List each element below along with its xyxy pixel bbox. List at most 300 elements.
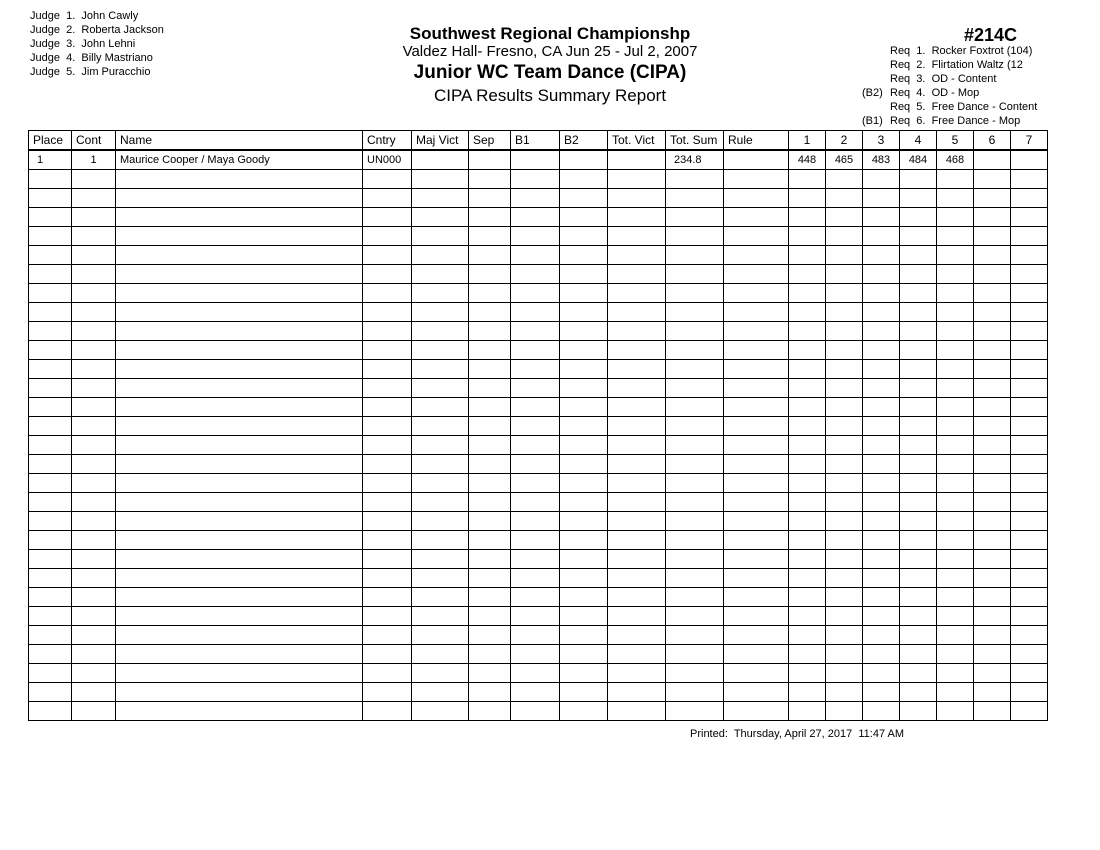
empty-cell xyxy=(666,493,724,512)
table-row-empty xyxy=(29,474,1048,493)
empty-cell xyxy=(863,607,900,626)
empty-cell xyxy=(724,550,789,569)
empty-cell xyxy=(724,341,789,360)
empty-cell xyxy=(469,303,511,322)
empty-cell xyxy=(863,265,900,284)
empty-cell xyxy=(29,398,72,417)
empty-cell xyxy=(29,569,72,588)
empty-cell xyxy=(608,664,666,683)
empty-cell xyxy=(72,227,116,246)
empty-cell xyxy=(937,284,974,303)
empty-cell xyxy=(29,360,72,379)
empty-cell xyxy=(511,189,560,208)
empty-cell xyxy=(937,512,974,531)
empty-cell xyxy=(974,474,1011,493)
empty-cell xyxy=(724,607,789,626)
empty-cell xyxy=(72,550,116,569)
empty-cell xyxy=(937,588,974,607)
empty-cell xyxy=(1011,379,1048,398)
empty-cell xyxy=(1011,227,1048,246)
empty-cell xyxy=(1011,588,1048,607)
empty-cell xyxy=(511,417,560,436)
empty-cell xyxy=(974,588,1011,607)
empty-cell xyxy=(72,683,116,702)
empty-cell xyxy=(511,303,560,322)
table-row-empty xyxy=(29,683,1048,702)
empty-cell xyxy=(974,170,1011,189)
col-judge-7: 7 xyxy=(1011,131,1048,151)
empty-cell xyxy=(666,645,724,664)
cell-judge-2: 465 xyxy=(826,150,863,170)
empty-cell xyxy=(116,683,363,702)
empty-cell xyxy=(724,246,789,265)
empty-cell xyxy=(511,341,560,360)
empty-cell xyxy=(116,417,363,436)
empty-cell xyxy=(412,417,469,436)
cell-judge-3: 483 xyxy=(863,150,900,170)
empty-cell xyxy=(116,322,363,341)
empty-cell xyxy=(900,550,937,569)
empty-cell xyxy=(116,474,363,493)
empty-cell xyxy=(789,550,826,569)
venue-dates: Valdez Hall- Fresno, CA Jun 25 - Jul 2, 2007 xyxy=(402,43,698,60)
empty-cell xyxy=(29,607,72,626)
empty-cell xyxy=(666,455,724,474)
empty-cell xyxy=(412,569,469,588)
empty-cell xyxy=(363,360,412,379)
empty-cell xyxy=(412,189,469,208)
cell-rule xyxy=(724,150,789,170)
empty-cell xyxy=(608,702,666,721)
empty-cell xyxy=(863,455,900,474)
table-row-empty xyxy=(29,436,1048,455)
empty-cell xyxy=(560,531,608,550)
empty-cell xyxy=(900,474,937,493)
empty-cell xyxy=(826,398,863,417)
requirement-2: Req 2. Flirtation Waltz (12 xyxy=(890,59,1023,71)
empty-cell xyxy=(608,379,666,398)
empty-cell xyxy=(511,227,560,246)
empty-cell xyxy=(724,189,789,208)
col-b2: B2 xyxy=(560,131,608,151)
results-table xyxy=(28,130,1048,721)
empty-cell xyxy=(511,474,560,493)
empty-cell xyxy=(789,227,826,246)
empty-cell xyxy=(72,626,116,645)
empty-cell xyxy=(826,436,863,455)
empty-cell xyxy=(412,436,469,455)
empty-cell xyxy=(469,664,511,683)
empty-cell xyxy=(608,170,666,189)
empty-cell xyxy=(363,170,412,189)
empty-cell xyxy=(116,664,363,683)
empty-cell xyxy=(1011,531,1048,550)
empty-cell xyxy=(363,265,412,284)
empty-cell xyxy=(608,531,666,550)
requirement-4: (B2) Req 4. OD - Mop xyxy=(862,87,980,99)
empty-cell xyxy=(608,284,666,303)
judge-2: Judge 2. Roberta Jackson xyxy=(30,24,164,36)
empty-cell xyxy=(511,550,560,569)
empty-cell xyxy=(974,284,1011,303)
empty-cell xyxy=(789,360,826,379)
empty-cell xyxy=(72,246,116,265)
table-row-empty xyxy=(29,246,1048,265)
empty-cell xyxy=(363,474,412,493)
empty-cell xyxy=(974,417,1011,436)
empty-cell xyxy=(511,683,560,702)
empty-cell xyxy=(29,322,72,341)
requirements-list xyxy=(862,44,1037,128)
empty-cell xyxy=(863,322,900,341)
empty-cell xyxy=(900,189,937,208)
empty-cell xyxy=(863,512,900,531)
empty-cell xyxy=(826,645,863,664)
empty-cell xyxy=(666,170,724,189)
empty-cell xyxy=(72,531,116,550)
empty-cell xyxy=(469,379,511,398)
empty-cell xyxy=(900,607,937,626)
empty-cell xyxy=(560,702,608,721)
empty-cell xyxy=(412,208,469,227)
empty-cell xyxy=(724,417,789,436)
empty-cell xyxy=(72,569,116,588)
empty-cell xyxy=(724,493,789,512)
empty-cell xyxy=(666,607,724,626)
empty-cell xyxy=(511,170,560,189)
empty-cell xyxy=(29,341,72,360)
empty-cell xyxy=(863,170,900,189)
empty-cell xyxy=(789,436,826,455)
empty-cell xyxy=(469,322,511,341)
table-row-empty xyxy=(29,493,1048,512)
empty-cell xyxy=(937,322,974,341)
empty-cell xyxy=(363,208,412,227)
empty-cell xyxy=(789,284,826,303)
empty-cell xyxy=(863,645,900,664)
empty-cell xyxy=(666,626,724,645)
empty-cell xyxy=(29,531,72,550)
empty-cell xyxy=(72,265,116,284)
event-title: Junior WC Team Dance (CIPA) xyxy=(413,62,687,83)
table-row-empty xyxy=(29,417,1048,436)
empty-cell xyxy=(1011,702,1048,721)
empty-cell xyxy=(560,607,608,626)
empty-cell xyxy=(29,664,72,683)
empty-cell xyxy=(666,702,724,721)
empty-cell xyxy=(116,569,363,588)
empty-cell xyxy=(116,436,363,455)
empty-cell xyxy=(974,626,1011,645)
empty-cell xyxy=(412,455,469,474)
cell-judge-5: 468 xyxy=(937,150,974,170)
empty-cell xyxy=(72,512,116,531)
empty-cell xyxy=(789,607,826,626)
empty-cell xyxy=(974,379,1011,398)
empty-cell xyxy=(1011,265,1048,284)
table-row-empty xyxy=(29,398,1048,417)
empty-cell xyxy=(789,531,826,550)
empty-cell xyxy=(900,645,937,664)
empty-cell xyxy=(1011,303,1048,322)
empty-cell xyxy=(469,436,511,455)
empty-cell xyxy=(937,664,974,683)
empty-cell xyxy=(1011,284,1048,303)
empty-cell xyxy=(789,569,826,588)
empty-cell xyxy=(116,379,363,398)
empty-cell xyxy=(469,550,511,569)
empty-cell xyxy=(1011,360,1048,379)
empty-cell xyxy=(900,683,937,702)
empty-cell xyxy=(1011,607,1048,626)
empty-cell xyxy=(116,550,363,569)
empty-cell xyxy=(412,702,469,721)
empty-cell xyxy=(469,702,511,721)
empty-cell xyxy=(900,170,937,189)
empty-cell xyxy=(974,265,1011,284)
empty-cell xyxy=(29,588,72,607)
empty-cell xyxy=(1011,436,1048,455)
empty-cell xyxy=(900,493,937,512)
table-row-empty xyxy=(29,227,1048,246)
empty-cell xyxy=(789,512,826,531)
empty-cell xyxy=(412,379,469,398)
empty-cell xyxy=(937,417,974,436)
empty-cell xyxy=(900,626,937,645)
empty-cell xyxy=(608,189,666,208)
table-row-empty xyxy=(29,626,1048,645)
empty-cell xyxy=(412,170,469,189)
empty-cell xyxy=(412,512,469,531)
empty-cell xyxy=(72,455,116,474)
empty-cell xyxy=(560,303,608,322)
empty-cell xyxy=(608,265,666,284)
empty-cell xyxy=(560,379,608,398)
empty-cell xyxy=(826,303,863,322)
empty-cell xyxy=(363,664,412,683)
empty-cell xyxy=(363,189,412,208)
empty-cell xyxy=(724,360,789,379)
empty-cell xyxy=(72,702,116,721)
empty-cell xyxy=(826,455,863,474)
empty-cell xyxy=(363,322,412,341)
empty-cell xyxy=(608,455,666,474)
empty-cell xyxy=(789,208,826,227)
empty-cell xyxy=(412,360,469,379)
empty-cell xyxy=(666,588,724,607)
empty-cell xyxy=(900,322,937,341)
requirement-5: Req 5. Free Dance - Content xyxy=(890,101,1038,113)
empty-cell xyxy=(412,607,469,626)
empty-cell xyxy=(1011,246,1048,265)
empty-cell xyxy=(469,170,511,189)
empty-cell xyxy=(72,284,116,303)
empty-cell xyxy=(469,341,511,360)
empty-cell xyxy=(29,436,72,455)
empty-cell xyxy=(469,360,511,379)
table-row-empty xyxy=(29,303,1048,322)
empty-cell xyxy=(826,360,863,379)
empty-cell xyxy=(116,626,363,645)
empty-cell xyxy=(363,607,412,626)
empty-cell xyxy=(724,569,789,588)
empty-cell xyxy=(900,512,937,531)
empty-cell xyxy=(116,246,363,265)
empty-cell xyxy=(826,607,863,626)
empty-cell xyxy=(29,512,72,531)
empty-cell xyxy=(900,341,937,360)
printed-timestamp: Printed: Thursday, April 27, 2017 11:47 AM xyxy=(690,728,905,740)
empty-cell xyxy=(724,512,789,531)
empty-cell xyxy=(937,436,974,455)
empty-cell xyxy=(469,265,511,284)
empty-cell xyxy=(560,284,608,303)
empty-cell xyxy=(116,227,363,246)
empty-cell xyxy=(666,512,724,531)
empty-cell xyxy=(412,227,469,246)
empty-cell xyxy=(900,284,937,303)
empty-cell xyxy=(72,341,116,360)
empty-cell xyxy=(560,322,608,341)
empty-cell xyxy=(363,227,412,246)
empty-cell xyxy=(469,645,511,664)
empty-cell xyxy=(560,341,608,360)
empty-cell xyxy=(363,702,412,721)
empty-cell xyxy=(789,398,826,417)
empty-cell xyxy=(1011,417,1048,436)
empty-cell xyxy=(789,645,826,664)
empty-cell xyxy=(29,455,72,474)
empty-cell xyxy=(608,569,666,588)
empty-cell xyxy=(608,645,666,664)
empty-cell xyxy=(900,398,937,417)
empty-cell xyxy=(363,341,412,360)
empty-cell xyxy=(72,588,116,607)
empty-cell xyxy=(724,664,789,683)
empty-cell xyxy=(900,436,937,455)
empty-cell xyxy=(72,664,116,683)
empty-cell xyxy=(974,398,1011,417)
empty-cell xyxy=(937,474,974,493)
table-row-empty xyxy=(29,664,1048,683)
empty-cell xyxy=(72,436,116,455)
empty-cell xyxy=(974,531,1011,550)
empty-cell xyxy=(511,645,560,664)
empty-cell xyxy=(412,341,469,360)
empty-cell xyxy=(469,626,511,645)
table-row-empty xyxy=(29,189,1048,208)
empty-cell xyxy=(469,569,511,588)
empty-cell xyxy=(363,493,412,512)
empty-cell xyxy=(826,246,863,265)
empty-cell xyxy=(469,474,511,493)
empty-cell xyxy=(826,702,863,721)
empty-cell xyxy=(937,189,974,208)
empty-cell xyxy=(363,550,412,569)
empty-cell xyxy=(937,170,974,189)
empty-cell xyxy=(29,170,72,189)
empty-cell xyxy=(937,626,974,645)
empty-cell xyxy=(826,322,863,341)
table-row-empty xyxy=(29,379,1048,398)
empty-cell xyxy=(666,417,724,436)
empty-cell xyxy=(116,265,363,284)
empty-cell xyxy=(363,303,412,322)
empty-cell xyxy=(72,360,116,379)
table-row-empty xyxy=(29,645,1048,664)
table-row-empty xyxy=(29,702,1048,721)
empty-cell xyxy=(72,645,116,664)
empty-cell xyxy=(974,569,1011,588)
empty-cell xyxy=(29,265,72,284)
empty-cell xyxy=(608,208,666,227)
empty-cell xyxy=(116,455,363,474)
empty-cell xyxy=(937,398,974,417)
cell-judge-4: 484 xyxy=(900,150,937,170)
empty-cell xyxy=(560,569,608,588)
empty-cell xyxy=(511,265,560,284)
empty-cell xyxy=(29,645,72,664)
empty-cell xyxy=(511,607,560,626)
table-row-empty xyxy=(29,265,1048,284)
empty-cell xyxy=(412,303,469,322)
empty-cell xyxy=(29,284,72,303)
empty-cell xyxy=(666,265,724,284)
empty-cell xyxy=(608,341,666,360)
empty-cell xyxy=(72,189,116,208)
empty-cell xyxy=(412,284,469,303)
judge-3: Judge 3. John Lehni xyxy=(30,38,136,50)
empty-cell xyxy=(826,170,863,189)
empty-cell xyxy=(863,702,900,721)
empty-cell xyxy=(789,588,826,607)
empty-cell xyxy=(863,531,900,550)
empty-cell xyxy=(826,512,863,531)
empty-cell xyxy=(608,303,666,322)
empty-cell xyxy=(1011,341,1048,360)
table-row-empty xyxy=(29,170,1048,189)
empty-cell xyxy=(974,208,1011,227)
empty-cell xyxy=(29,303,72,322)
empty-cell xyxy=(29,379,72,398)
empty-cell xyxy=(863,493,900,512)
col-maj-vict: Maj Vict xyxy=(412,131,469,151)
empty-cell xyxy=(560,436,608,455)
cell-tot-vict xyxy=(608,150,666,170)
empty-cell xyxy=(666,474,724,493)
empty-cell xyxy=(560,626,608,645)
cell-b1 xyxy=(511,150,560,170)
empty-cell xyxy=(511,512,560,531)
empty-cell xyxy=(666,569,724,588)
empty-cell xyxy=(789,246,826,265)
empty-cell xyxy=(511,398,560,417)
empty-cell xyxy=(363,455,412,474)
empty-cell xyxy=(937,531,974,550)
col-place: Place xyxy=(29,131,72,151)
empty-cell xyxy=(469,607,511,626)
cell-cntry: UN000 xyxy=(363,150,412,170)
empty-cell xyxy=(826,569,863,588)
empty-cell xyxy=(724,474,789,493)
empty-cell xyxy=(937,208,974,227)
empty-cell xyxy=(789,702,826,721)
judge-1: Judge 1. John Cawly xyxy=(30,10,139,22)
empty-cell xyxy=(29,626,72,645)
cell-judge-6 xyxy=(974,150,1011,170)
empty-cell xyxy=(560,417,608,436)
judges-list xyxy=(30,9,164,79)
